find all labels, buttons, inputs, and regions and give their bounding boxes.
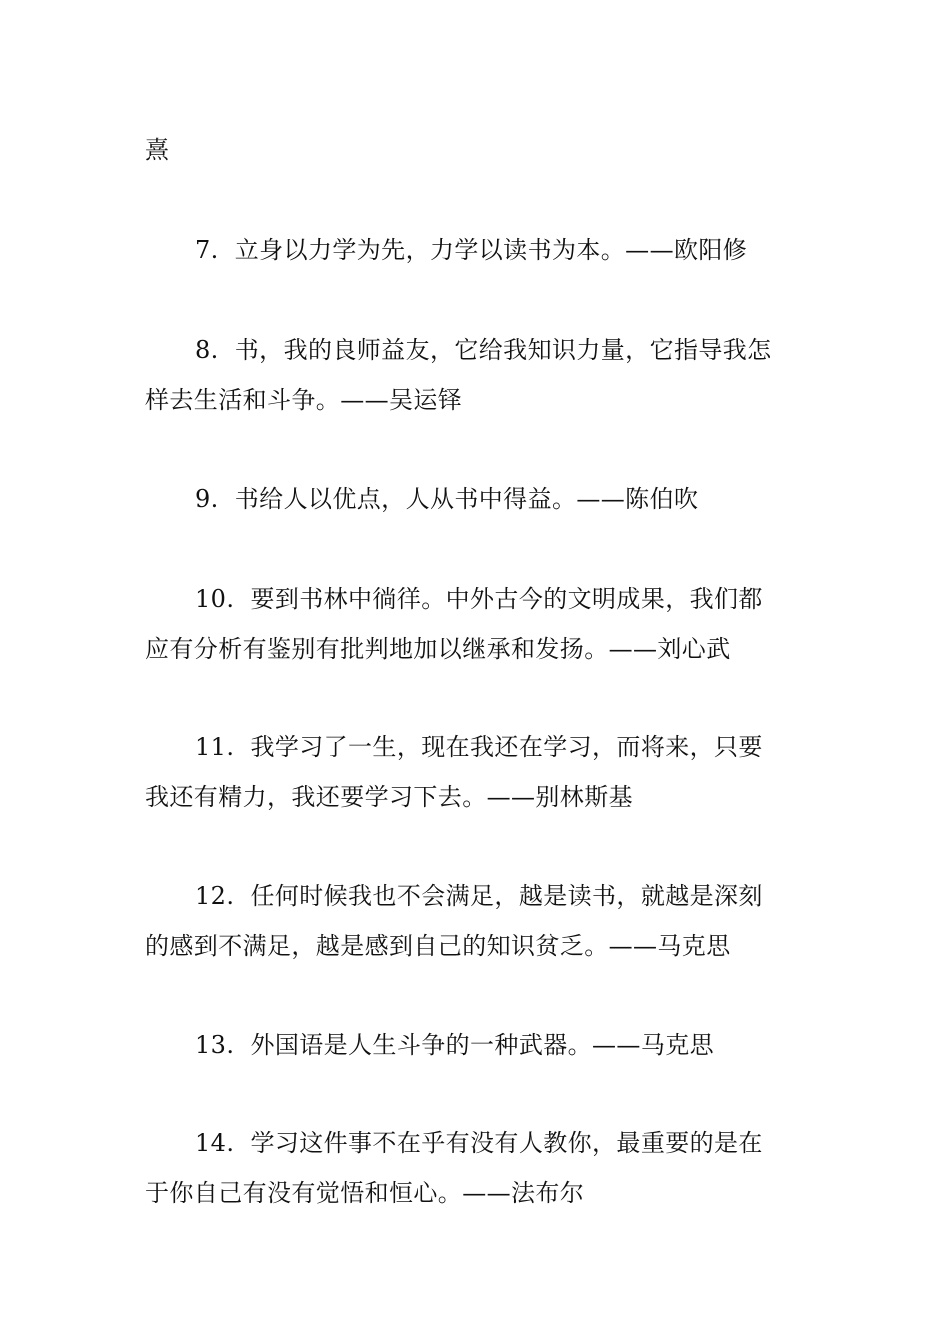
quote-line [145,1118,810,1168]
quote-line [145,225,810,275]
quote-10 [145,574,810,674]
quote-line [145,474,810,524]
quote-number: 10. [195,585,235,613]
quote-text: 要到书林中徜徉。中外古今的文明成果，我们都 [250,585,763,613]
quote-line [145,1020,810,1070]
quote-11 [145,722,810,822]
quote-line: 样去生活和斗争。——吴运铎 [145,386,463,414]
quote-text: 学习这件事不在乎有没有人教你，最重要的是在 [250,1129,763,1157]
quote-number: 12. [195,882,235,910]
quote-line: 的感到不满足，越是感到自己的知识贫乏。——马克思 [145,932,731,960]
quote-line [145,574,810,624]
quote-line: 我还有精力，我还要学习下去。——别林斯基 [145,783,633,811]
quote-text: 立身以力学为先，力学以读书为本。——欧阳修 [234,236,748,264]
quote-number: 8. [195,336,219,364]
continuation-text [145,125,810,175]
quote-12 [145,871,810,971]
quote-number: 7. [195,236,219,264]
quote-text: 外国语是人生斗争的一种武器。——马克思 [250,1031,715,1059]
quote-text: 我学习了一生，现在我还在学习，而将来，只要 [250,733,763,761]
quote-line: 于你自己有没有觉悟和恒心。——法布尔 [145,1179,585,1207]
quote-number: 11. [195,733,235,761]
quote-line [145,871,810,921]
quote-line: 应有分析有鉴别有批判地加以继承和发扬。——刘心武 [145,635,731,663]
quote-number: 9. [195,485,219,513]
quote-text: 书，我的良师益友，它给我知识力量，它指导我怎 [234,336,772,364]
continuation-line: 熹 [145,136,170,164]
quote-number: 14. [195,1129,235,1157]
quote-line [145,722,810,772]
quote-number: 13. [195,1031,235,1059]
quote-14 [145,1118,810,1218]
quote-text: 任何时候我也不会满足，越是读书，就越是深刻 [250,882,763,910]
quote-9 [145,474,810,524]
quote-13 [145,1020,810,1070]
quote-8 [145,325,810,425]
quote-text: 书给人以优点，人从书中得益。——陈伯吹 [234,485,699,513]
quote-7 [145,225,810,275]
quote-line [145,325,810,375]
